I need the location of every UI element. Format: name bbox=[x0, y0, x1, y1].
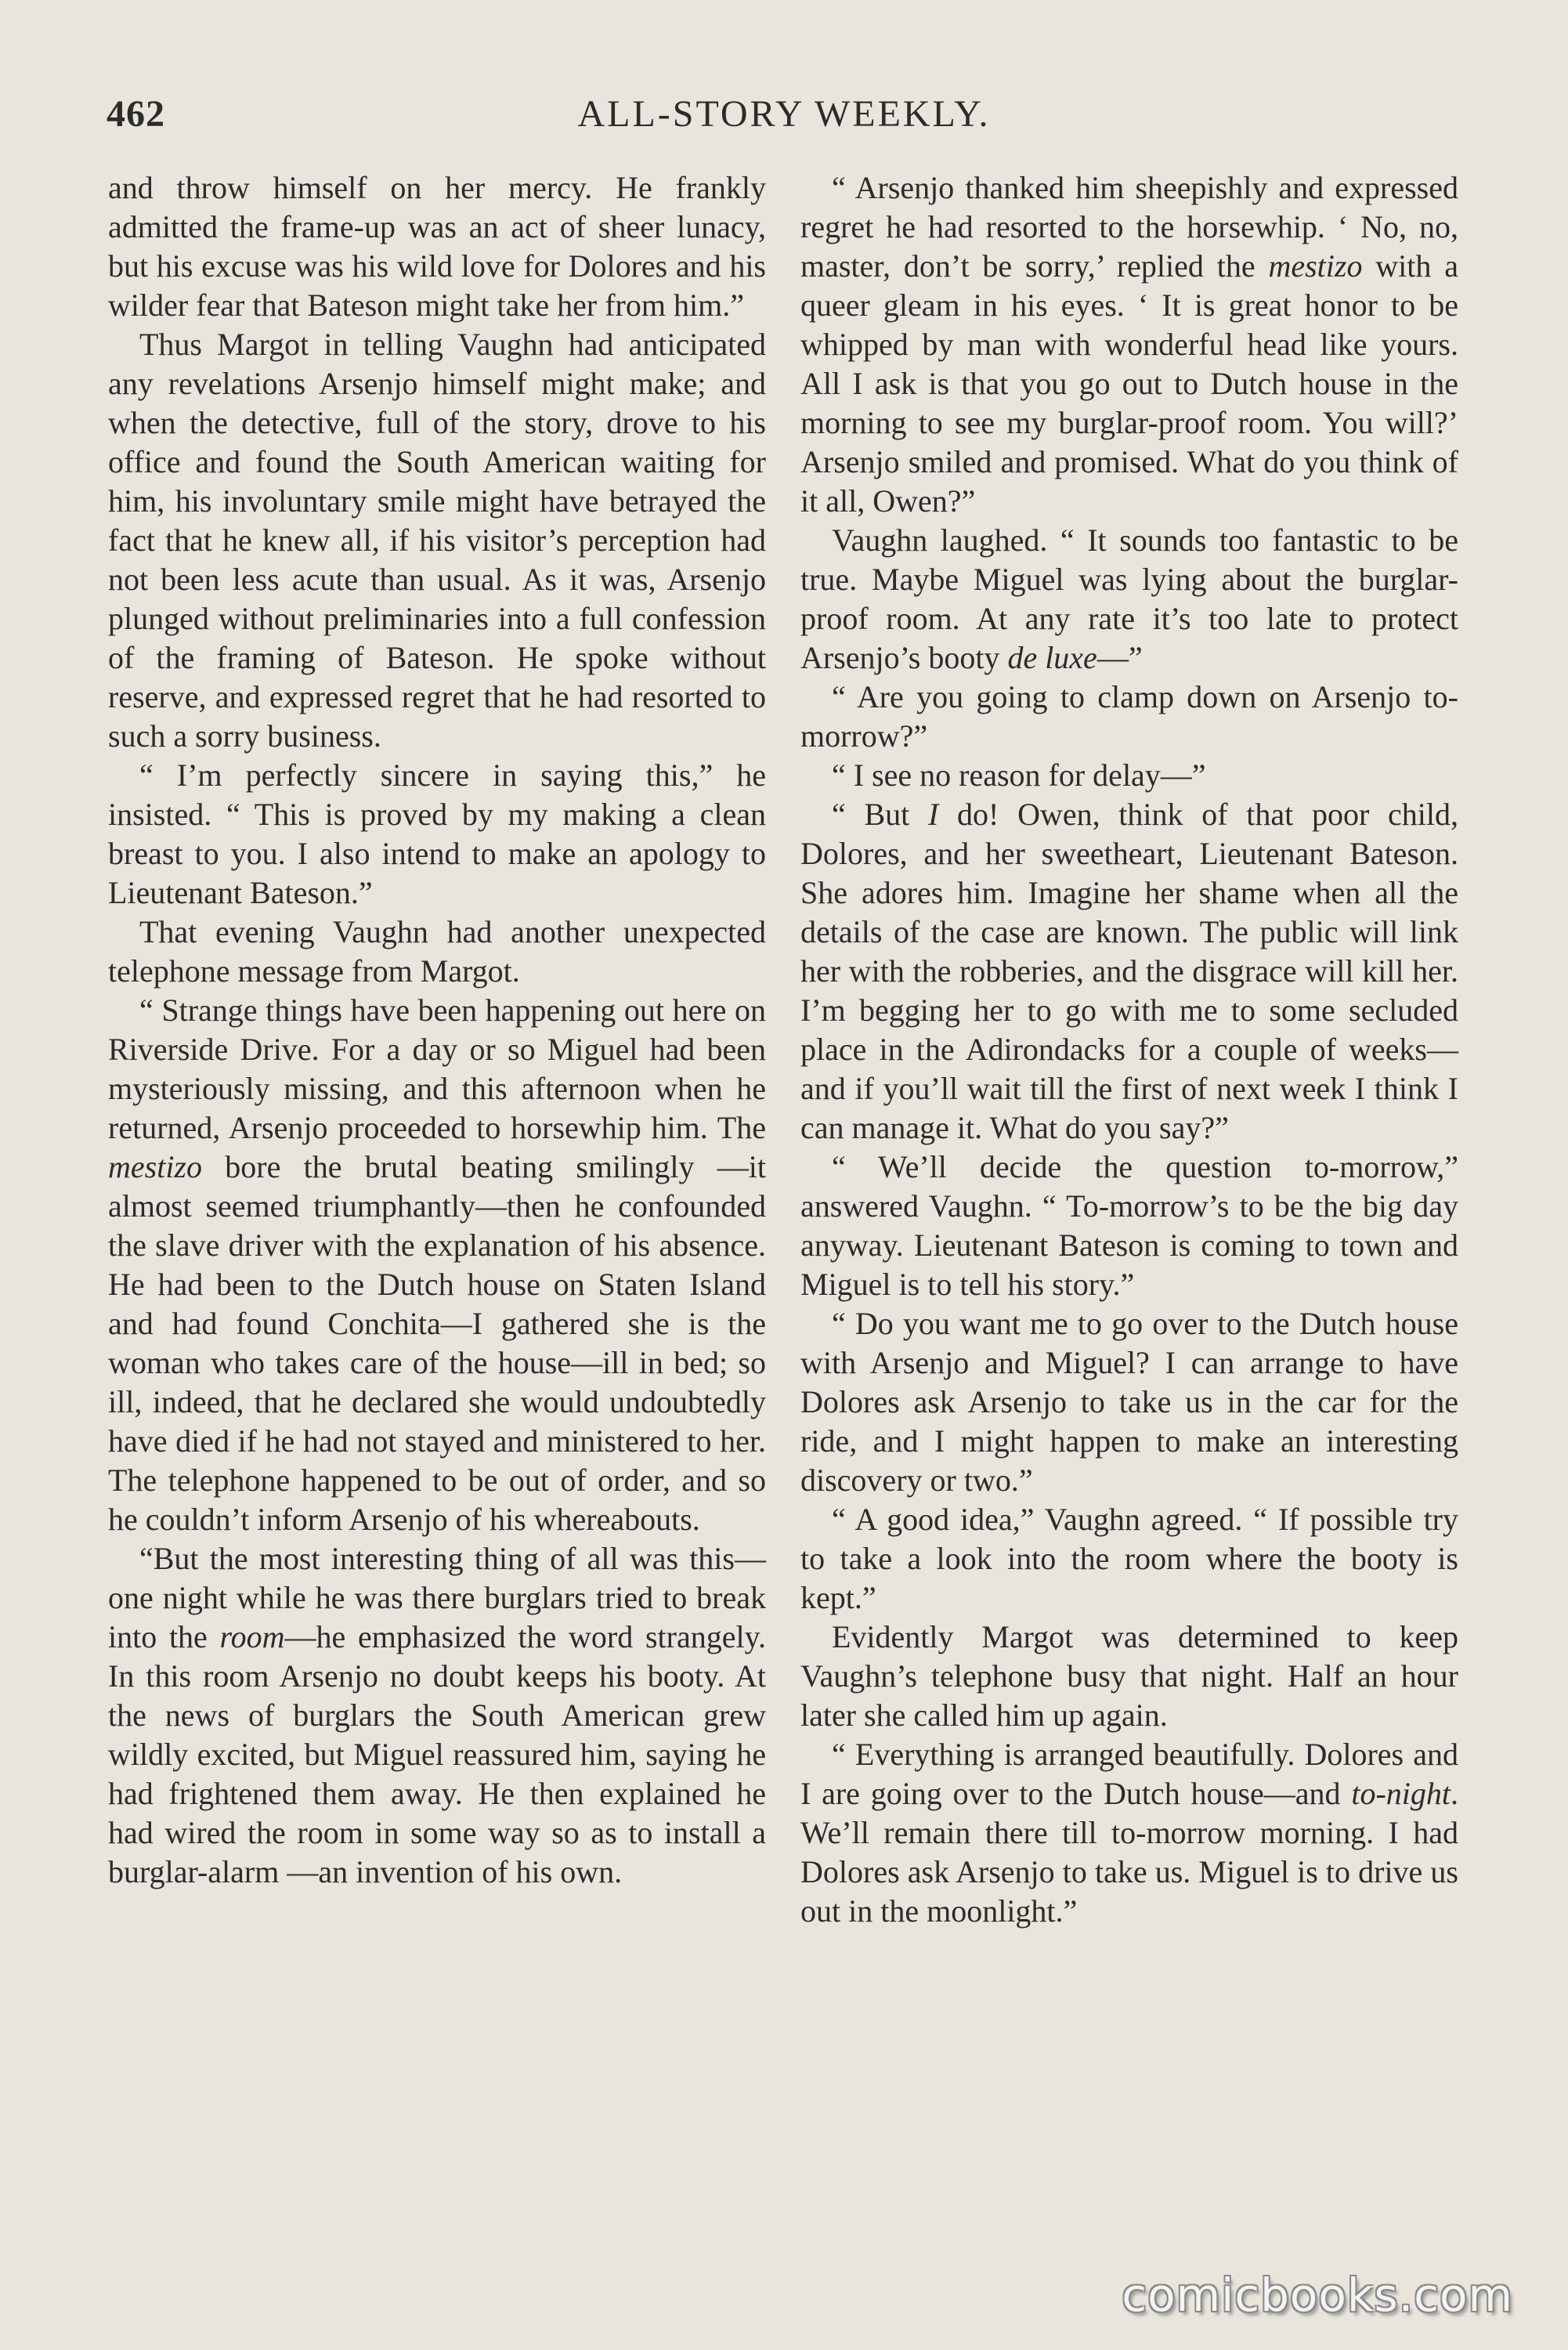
paragraph: “But the most interesting thing of all was this—one night while he was there burglars tried to break into the room—he emphasized the word strangely. In this room Arsenjo no doubt keeps his booty. At the news of burglars the South American grew wildly excited, but Miguel reassured him, saying he had frightened them away. He then explained he had wired the room in some way so as to install a burglar-alarm —an invention of his own. bbox=[108, 1541, 766, 1889]
left-column bbox=[108, 168, 766, 1892]
paragraph: “ Everything is arranged beautifully. Dolores and I are going over to the Dutch house—and to-night. We’ll remain there till to-morrow morning. I had Dolores ask Arsenjo to take us. Miguel is to drive us out in the moonlight.” bbox=[800, 1737, 1458, 1929]
italic-text: de luxe bbox=[1007, 640, 1097, 675]
paragraph: Evidently Margot was determined to keep Vaughn’s telephone busy that night. Half an hour later she called him up again. bbox=[800, 1619, 1458, 1733]
italic-text: mestizo bbox=[1268, 248, 1363, 284]
paragraph: “ Are you going to clamp down on Arsenjo to-morrow?” bbox=[800, 679, 1458, 754]
paragraph: “ We’ll decide the question to-morrow,” answered Vaughn. “ To-morrow’s to be the big day anyway. Lieutenant Bateson is coming to town and Miguel is to tell his story.” bbox=[800, 1149, 1458, 1302]
paragraph: “ Strange things have been happening out here on Riverside Drive. For a day or so Miguel had been mysteriously missing, and this afternoon when he returned, Arsenjo proceeded to horsewhip him. The mestizo bore the brutal beating smilingly —it almost seemed triumphantly—then he confounded the slave driver with the explanation of his absence. He had been to the Dutch house on Staten Island and had found Conchita—I gathered she is the woman who takes care of the house—ill in bed; so ill, indeed, that he declared she would undoubtedly have died if he had not stayed and ministered to her. The telephone happened to be out of order, and so he couldn’t inform Arsenjo of his whereabouts. bbox=[108, 992, 766, 1537]
paragraph: “ Arsenjo thanked him sheepishly and expressed regret he had resorted to the horsewhip. ‘ No, no, master, don’t be sorry,’ replied the mestizo with a queer gleam in his eyes. ‘ It is great honor to be whipped by man with wonderful head like yours. All I ask is that you go out to Dutch house in the morning to see my burglar-proof room. You will?’ Arsenjo smiled and promised. What do you think of it all, Owen?” bbox=[800, 170, 1458, 519]
italic-text: mestizo bbox=[108, 1149, 202, 1184]
running-head: ALL-STORY WEEKLY. bbox=[577, 93, 991, 135]
paragraph: That evening Vaughn had another unexpected telephone message from Margot. bbox=[108, 914, 766, 989]
paragraph: and throw himself on her mercy. He frankly admitted the frame-up was an act of sheer lunacy, but his excuse was his wild love for Dolores and his wilder fear that Bateson might take her from him.” bbox=[108, 170, 766, 323]
paragraph: “ I’m perfectly sincere in saying this,” he insisted. “ This is proved by my making a clean breast to you. I also intend to make an apology to Lieutenant Bateson.” bbox=[108, 757, 766, 910]
paragraph: Vaughn laughed. “ It sounds too fantastic to be true. Maybe Miguel was lying about the burglar-proof room. At any rate it’s too late to protect Arsenjo’s booty de luxe—” bbox=[800, 522, 1458, 675]
italic-text: room bbox=[219, 1619, 285, 1654]
paragraph: “ Do you want me to go over to the Dutch house with Arsenjo and Miguel? I can arrange to have Dolores ask Arsenjo to take us in the car for the ride, and I might happen to make an interesting discovery or two.” bbox=[800, 1306, 1458, 1498]
italic-text: I bbox=[927, 797, 939, 832]
paragraph: “ I see no reason for delay—” bbox=[832, 757, 1206, 793]
page-number: 462 bbox=[107, 93, 165, 135]
paragraph: “ But I do! Owen, think of that poor child, Dolores, and her sweetheart, Lieutenant Bateson. She adores him. Imagine her shame when all the details of the case are known. The public will link her with the robberies, and the disgrace will kill her. I’m begging her to go with me to some secluded place in the Adirondacks for a couple of weeks—and if you’ll wait till the first of next week I think I can manage it. What do you say?” bbox=[800, 797, 1458, 1145]
paragraph: “ A good idea,” Vaughn agreed. “ If possible try to take a look into the room where the booty is kept.” bbox=[800, 1502, 1458, 1615]
watermark-logo: comicbooks.com bbox=[1122, 2269, 1513, 2322]
right-column bbox=[800, 168, 1458, 1931]
paragraph: Thus Margot in telling Vaughn had anticipated any revelations Arsenjo himself might make; and when the detective, full of the story, drove to his office and found the South American waiting for him, his involuntary smile might have betrayed the fact that he knew all, if his visitor’s perception had not been less acute than usual. As it was, Arsenjo plunged without preliminaries into a full confession of the framing of Bateson. He spoke without reserve, and expressed regret that he had resorted to such a sorry business. bbox=[108, 327, 766, 754]
italic-text: to-night bbox=[1351, 1776, 1451, 1811]
